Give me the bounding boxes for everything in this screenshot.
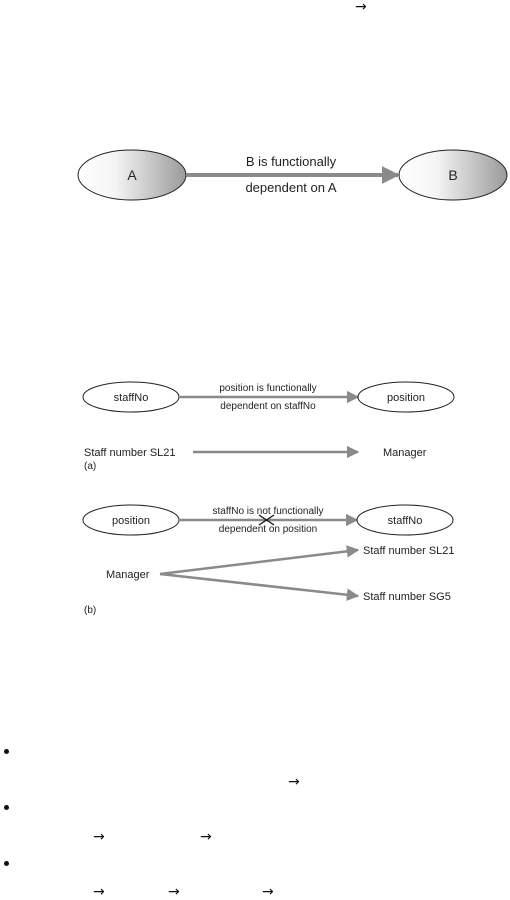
label-b-line2: dependent on position — [218, 524, 318, 535]
arrow-label-line2: dependent on A — [245, 180, 337, 195]
example-arrow-b1 — [160, 550, 358, 574]
arrow-symbol: → — [93, 829, 105, 845]
bullet-3 — [4, 861, 9, 866]
example-arrow-b2 — [160, 574, 358, 596]
bullet-1 — [4, 749, 9, 754]
arrow-symbol: → — [168, 884, 180, 900]
node-b-label: B — [448, 167, 458, 183]
figure-1 — [78, 150, 507, 200]
arrow-symbol: → — [262, 884, 274, 900]
arrow-symbol: → — [355, 0, 367, 15]
example-staff-number: Staff number SL21 — [84, 447, 176, 459]
node-staffno-b-label: staffNo — [387, 515, 423, 527]
arrow-symbol: → — [93, 884, 105, 900]
example-manager-b: Manager — [106, 569, 150, 581]
arrow-label-line1: B is functionally — [245, 154, 337, 169]
node-a-label: A — [127, 167, 137, 183]
label-a-line2: dependent on staffNo — [220, 401, 316, 412]
label-b-line1: staffNo is not functionally — [212, 506, 324, 517]
example-manager: Manager — [383, 447, 427, 459]
node-position-label: position — [387, 392, 425, 404]
arrow-symbol: → — [288, 774, 300, 790]
figure-2b — [83, 505, 455, 616]
node-position-b-label: position — [112, 515, 150, 527]
node-staffno-label: staffNo — [113, 392, 149, 404]
bullet-2 — [4, 805, 9, 810]
figure-2a — [83, 382, 454, 472]
example-sl21: Staff number SL21 — [363, 545, 455, 557]
arrow-symbol: → — [200, 829, 212, 845]
example-sg5: Staff number SG5 — [363, 591, 451, 603]
label-a-line1: position is functionally — [219, 383, 317, 394]
caption-a: (a) — [84, 461, 97, 472]
caption-b: (b) — [84, 605, 97, 616]
